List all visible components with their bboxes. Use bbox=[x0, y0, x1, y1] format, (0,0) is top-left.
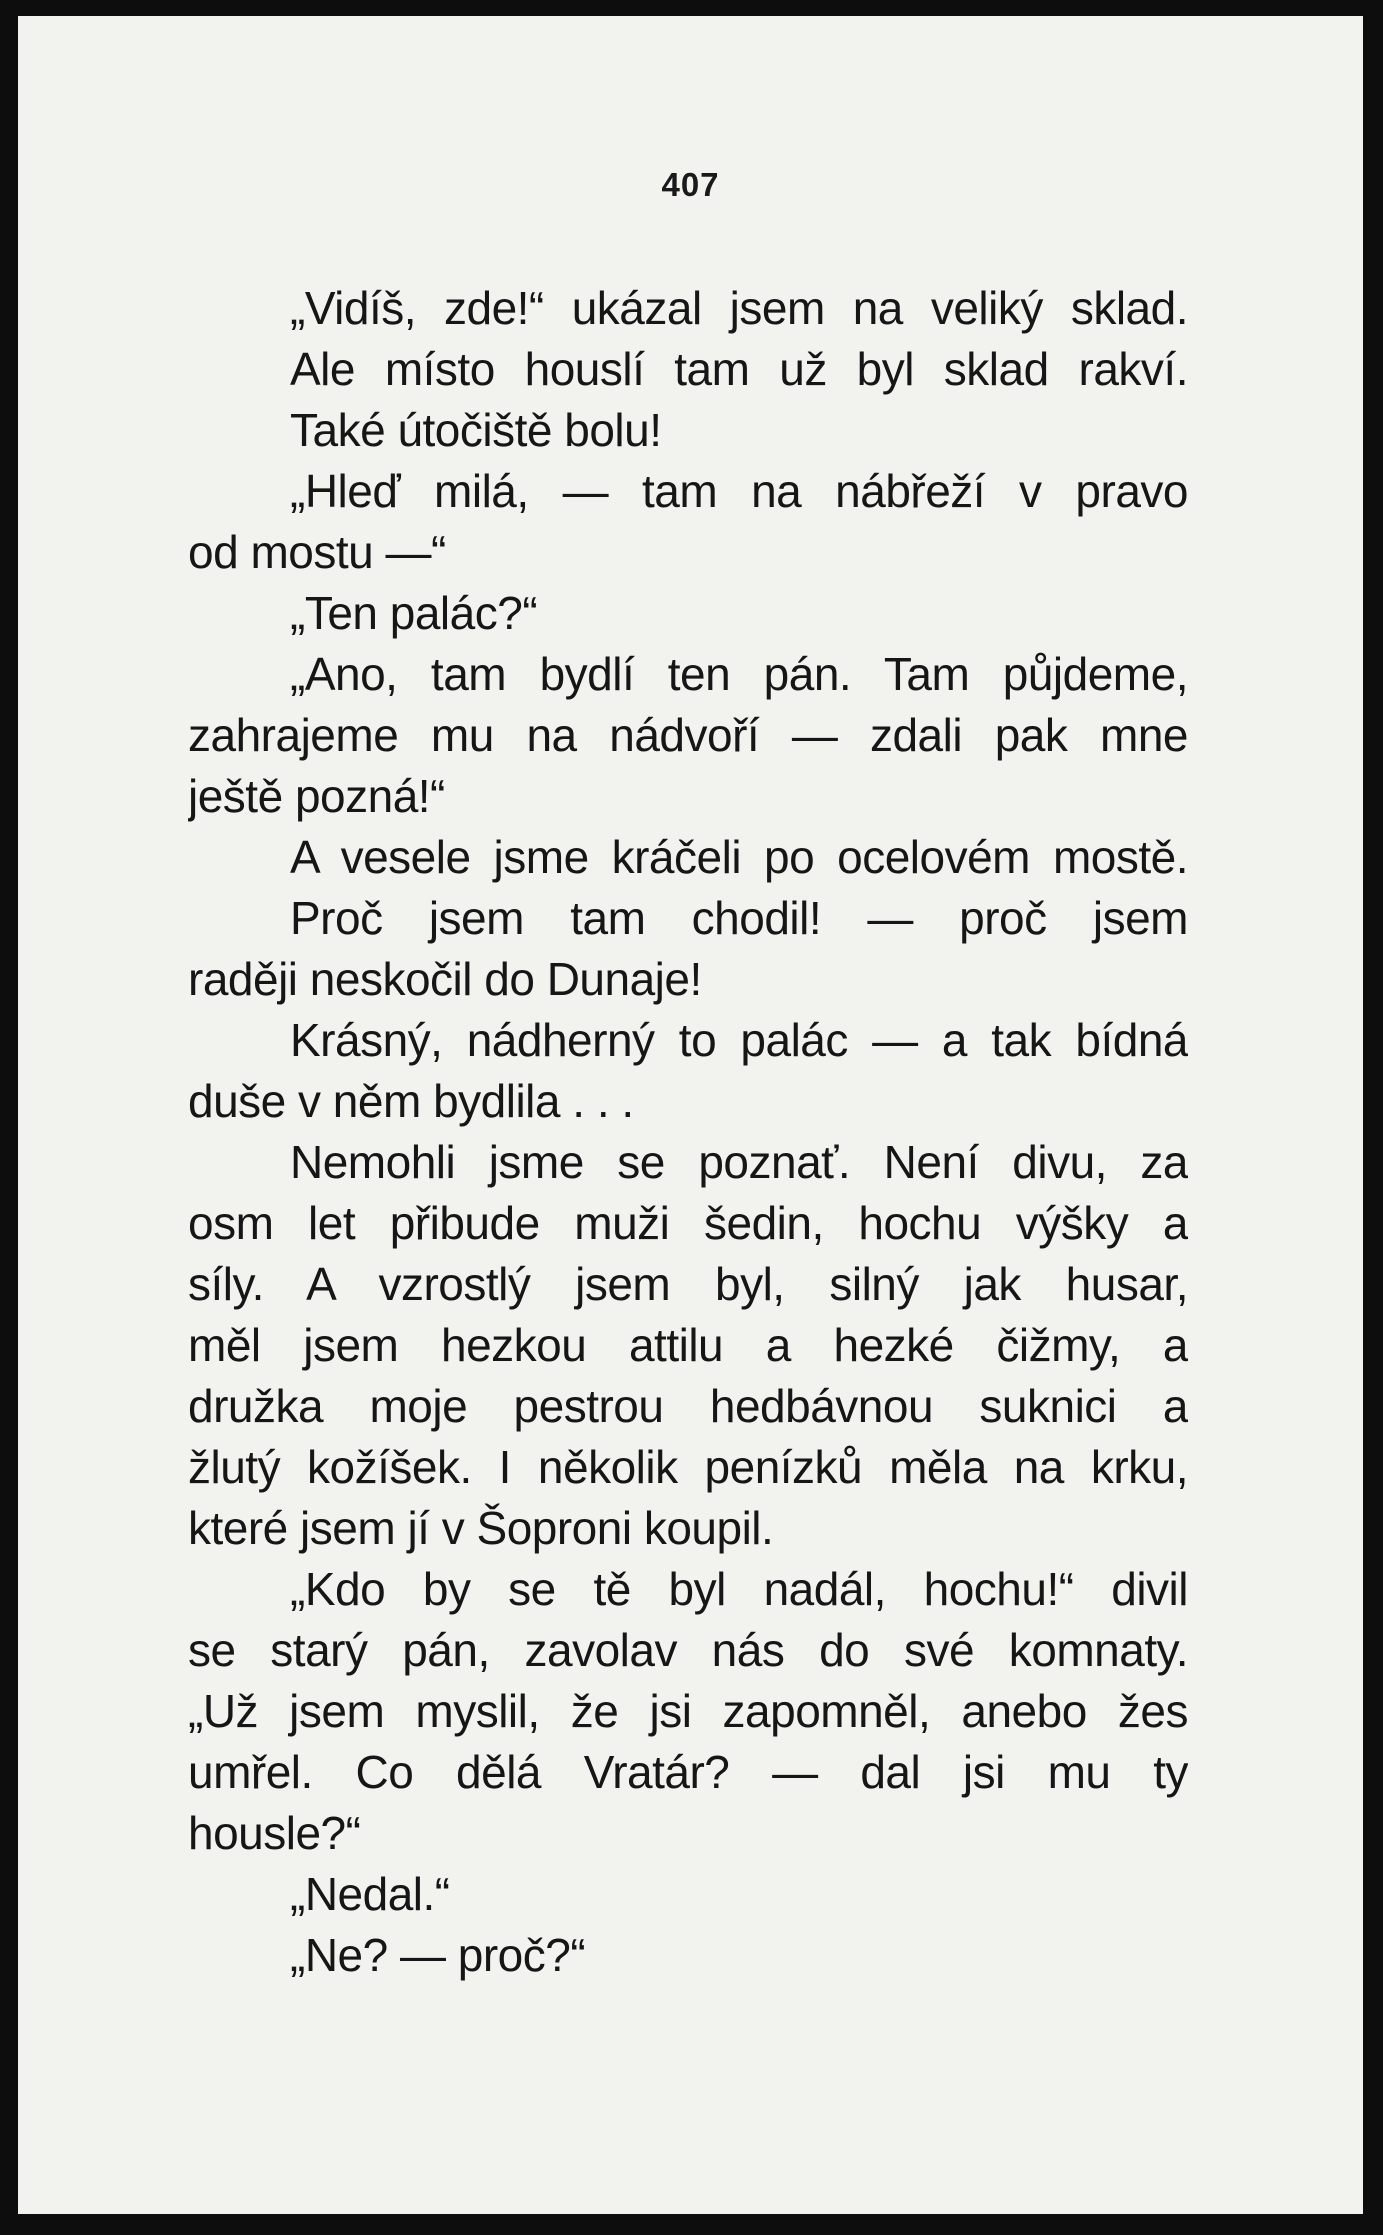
text-line: umřel. Co dělá Vratár? — dal jsi mu ty bbox=[188, 1746, 1188, 1798]
text-line: „Už jsem myslil, že jsi zapomněl, anebo žes bbox=[188, 1685, 1188, 1737]
text-line: „Ten palác?“ bbox=[290, 587, 538, 639]
text-line: ještě pozná!“ bbox=[188, 770, 445, 822]
text-line: „Ne? — proč?“ bbox=[290, 1929, 586, 1981]
text-line: „Nedal.“ bbox=[290, 1868, 450, 1920]
text-line: „Ano, tam bydlí ten pán. Tam půjdeme, bbox=[290, 648, 1188, 700]
text-line: „Hleď milá, — tam na nábřeží v pravo bbox=[290, 465, 1188, 517]
text-line: od mostu —“ bbox=[188, 526, 446, 578]
text-line: žlutý kožíšek. I několik penízků měla na krku, bbox=[188, 1441, 1188, 1493]
text-line: družka moje pestrou hedbávnou suknici a bbox=[188, 1380, 1188, 1432]
text-line: „Vidíš, zde!“ ukázal jsem na veliký sklad. bbox=[290, 282, 1188, 334]
text-line: zahrajeme mu na nádvoří — zdali pak mne bbox=[188, 709, 1188, 761]
text-line: housle?“ bbox=[188, 1807, 361, 1859]
text-line: Proč jsem tam chodil! — proč jsem bbox=[290, 892, 1188, 944]
text-line: se starý pán, zavolav nás do své komnaty. bbox=[188, 1624, 1188, 1676]
text-line: raději neskočil do Dunaje! bbox=[188, 953, 702, 1005]
text-line: Nemohli jsme se poznať. Není divu, za bbox=[290, 1136, 1188, 1188]
text-line: síly. A vzrostlý jsem byl, silný jak husar, bbox=[188, 1258, 1188, 1310]
text-line: osm let přibude muži šedin, hochu výšky a bbox=[188, 1197, 1188, 1249]
page-number: 407 bbox=[661, 166, 720, 203]
text-line: Ale místo houslí tam už byl sklad rakví. bbox=[290, 343, 1188, 395]
text-line: měl jsem hezkou attilu a hezké čižmy, a bbox=[188, 1319, 1188, 1371]
text-line: které jsem jí v Šoproni koupil. bbox=[188, 1502, 774, 1554]
text-line: duše v něm bydlila . . . bbox=[188, 1075, 634, 1127]
text-line: Také útočiště bolu! bbox=[290, 404, 662, 456]
body-text bbox=[188, 278, 1188, 1986]
text-line: „Kdo by se tě byl nadál, hochu!“ divil bbox=[290, 1563, 1188, 1615]
text-line: A vesele jsme kráčeli po ocelovém mostě. bbox=[290, 831, 1188, 883]
book-page bbox=[18, 16, 1363, 2214]
text-line: Krásný, nádherný to palác — a tak bídná bbox=[290, 1014, 1188, 1066]
